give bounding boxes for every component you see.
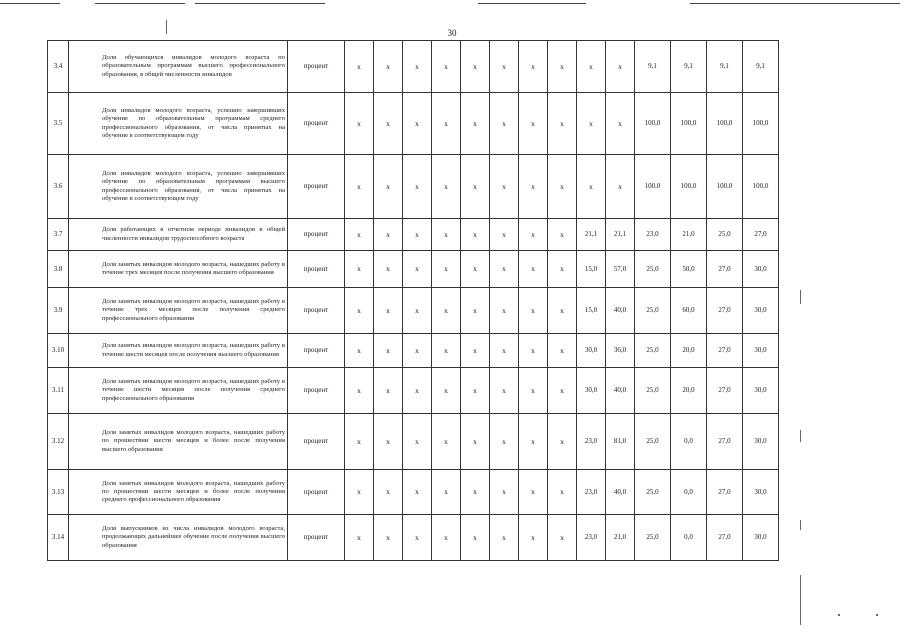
value-cell: х — [548, 334, 577, 368]
value-cell: х — [577, 155, 606, 219]
value-cell: х — [461, 288, 490, 334]
value-cell: х — [490, 219, 519, 251]
value-cell: х — [403, 515, 432, 561]
scan-line — [478, 3, 586, 4]
indicator-description: Доля инвалидов молодого возраста, успешно завершивших обучение по образовательным программам среднего профессионального образования, от числа принятых на обучение в соответствующем году — [69, 93, 288, 155]
unit-cell: процент — [288, 93, 345, 155]
unit-cell: процент — [288, 368, 345, 414]
value-cell: 27,0 — [707, 251, 743, 288]
value-cell: 27,0 — [707, 334, 743, 368]
value-cell: 15,0 — [577, 288, 606, 334]
indicator-description: Доля занятых инвалидов молодого возраста, нашедших работу в течение трех месяцев после получения высшего образования — [69, 251, 288, 288]
value-cell: х — [548, 515, 577, 561]
value-cell: 20,0 — [671, 334, 707, 368]
value-cell: х — [374, 41, 403, 93]
value-cell: х — [345, 251, 374, 288]
value-cell: х — [345, 41, 374, 93]
value-cell: 30,0 — [577, 368, 606, 414]
scan-line — [95, 3, 185, 4]
value-cell: х — [403, 470, 432, 515]
scan-line — [0, 3, 60, 4]
value-cell: 21,0 — [671, 219, 707, 251]
value-cell: х — [374, 368, 403, 414]
value-cell: х — [374, 288, 403, 334]
value-cell: х — [461, 414, 490, 470]
value-cell: 25,0 — [635, 251, 671, 288]
value-cell: х — [345, 93, 374, 155]
value-cell: х — [403, 251, 432, 288]
value-cell: х — [519, 219, 548, 251]
unit-cell: процент — [288, 288, 345, 334]
value-cell: 23,0 — [635, 219, 671, 251]
value-cell: х — [374, 515, 403, 561]
value-cell: 57,0 — [606, 251, 635, 288]
value-cell: 40,0 — [606, 368, 635, 414]
scan-mark — [800, 575, 801, 625]
value-cell: 30,0 — [743, 368, 779, 414]
value-cell: 100,0 — [635, 93, 671, 155]
value-cell: 20,0 — [671, 368, 707, 414]
value-cell: х — [461, 41, 490, 93]
indicator-description: Доля обучающихся инвалидов молодого возраста по образовательным программам высшего профессионального образования, в общей численности инвалидов — [69, 41, 288, 93]
value-cell: х — [432, 93, 461, 155]
value-cell: 30,0 — [743, 251, 779, 288]
value-cell: х — [432, 515, 461, 561]
row-number: 3.6 — [48, 155, 69, 219]
value-cell: 21,0 — [606, 515, 635, 561]
value-cell: х — [490, 288, 519, 334]
value-cell: х — [548, 155, 577, 219]
value-cell: х — [519, 288, 548, 334]
value-cell: х — [606, 155, 635, 219]
value-cell: 25,0 — [707, 219, 743, 251]
value-cell: х — [432, 470, 461, 515]
table-row — [48, 414, 779, 470]
value-cell: 50,0 — [671, 251, 707, 288]
indicator-description: Доля занятых инвалидов молодого возраста, нашедших работу по прошествии шести месяцев и более после получения высшего образования — [69, 414, 288, 470]
scan-mark — [838, 614, 840, 616]
value-cell: 9,1 — [707, 41, 743, 93]
value-cell: х — [548, 368, 577, 414]
value-cell: х — [374, 155, 403, 219]
table-row — [48, 251, 779, 288]
value-cell: х — [374, 334, 403, 368]
value-cell: 30,0 — [743, 515, 779, 561]
value-cell: 9,1 — [671, 41, 707, 93]
value-cell: 23,0 — [577, 470, 606, 515]
value-cell: х — [432, 219, 461, 251]
value-cell: х — [403, 368, 432, 414]
value-cell: 25,0 — [635, 334, 671, 368]
value-cell: 27,0 — [707, 470, 743, 515]
indicator-description: Доля инвалидов молодого возраста, успешно завершивших обучение по образовательным программам высшего профессионального образования, от числа принятых на обучение в соответствующем году — [69, 155, 288, 219]
value-cell: х — [519, 470, 548, 515]
value-cell: х — [374, 219, 403, 251]
value-cell: х — [461, 515, 490, 561]
value-cell: 100,0 — [707, 93, 743, 155]
value-cell: х — [403, 93, 432, 155]
scan-mark — [800, 520, 801, 530]
value-cell: 21,1 — [577, 219, 606, 251]
value-cell: 25,0 — [635, 368, 671, 414]
value-cell: х — [461, 470, 490, 515]
value-cell: 30,0 — [743, 470, 779, 515]
table-row — [48, 155, 779, 219]
value-cell: х — [345, 155, 374, 219]
table-row — [48, 515, 779, 561]
value-cell: х — [519, 155, 548, 219]
value-cell: х — [461, 334, 490, 368]
value-cell: х — [490, 515, 519, 561]
unit-cell: процент — [288, 470, 345, 515]
value-cell: 15,0 — [577, 251, 606, 288]
value-cell: х — [345, 368, 374, 414]
value-cell: х — [548, 93, 577, 155]
value-cell: х — [403, 219, 432, 251]
value-cell: 27,0 — [743, 219, 779, 251]
value-cell: 40,0 — [606, 288, 635, 334]
row-number: 3.10 — [48, 334, 69, 368]
value-cell: х — [403, 288, 432, 334]
row-number: 3.8 — [48, 251, 69, 288]
value-cell: 100,0 — [635, 155, 671, 219]
value-cell: 60,0 — [671, 288, 707, 334]
value-cell: х — [461, 251, 490, 288]
value-cell: х — [490, 368, 519, 414]
value-cell: 0,0 — [671, 414, 707, 470]
indicator-description: Доля занятых инвалидов молодого возраста, нашедших работу в течение шести месяцев после получения среднего профессионального образования — [69, 368, 288, 414]
row-number: 3.12 — [48, 414, 69, 470]
unit-cell: процент — [288, 41, 345, 93]
value-cell: 27,0 — [707, 515, 743, 561]
unit-cell: процент — [288, 251, 345, 288]
value-cell: х — [432, 334, 461, 368]
value-cell: х — [548, 288, 577, 334]
indicator-description: Доля занятых инвалидов молодого возраста, нашедших работу в течение шести месяцев после получения высшего образования — [69, 334, 288, 368]
page-number: 30 — [447, 28, 457, 38]
row-number: 3.4 — [48, 41, 69, 93]
value-cell: 30,0 — [743, 414, 779, 470]
indicators-table — [47, 40, 779, 561]
scan-mark — [800, 290, 801, 304]
value-cell: х — [374, 414, 403, 470]
value-cell: 9,1 — [635, 41, 671, 93]
value-cell: х — [548, 470, 577, 515]
scan-line — [690, 3, 900, 4]
row-number: 3.11 — [48, 368, 69, 414]
value-cell: х — [519, 515, 548, 561]
value-cell: 100,0 — [671, 155, 707, 219]
value-cell: 40,0 — [606, 470, 635, 515]
value-cell: х — [461, 368, 490, 414]
value-cell: х — [548, 219, 577, 251]
table-body — [48, 41, 779, 561]
unit-cell: процент — [288, 414, 345, 470]
value-cell: 27,0 — [707, 414, 743, 470]
row-number: 3.7 — [48, 219, 69, 251]
value-cell: 0,0 — [671, 470, 707, 515]
value-cell: 27,0 — [707, 288, 743, 334]
value-cell: 30,0 — [743, 288, 779, 334]
value-cell: 21,1 — [606, 219, 635, 251]
value-cell: х — [374, 251, 403, 288]
unit-cell: процент — [288, 334, 345, 368]
value-cell: х — [490, 93, 519, 155]
value-cell: х — [577, 93, 606, 155]
value-cell: х — [432, 251, 461, 288]
value-cell: 27,0 — [707, 368, 743, 414]
value-cell: х — [519, 93, 548, 155]
value-cell: х — [432, 414, 461, 470]
indicator-description: Доля выпускников из числа инвалидов молодого возраста, продолжающих дальнейшее обучение после получения высшего образования — [69, 515, 288, 561]
value-cell: 25,0 — [635, 288, 671, 334]
value-cell: х — [490, 414, 519, 470]
table-row — [48, 93, 779, 155]
value-cell: 25,0 — [635, 470, 671, 515]
value-cell: х — [403, 155, 432, 219]
value-cell: х — [432, 368, 461, 414]
value-cell: х — [461, 219, 490, 251]
value-cell: х — [548, 41, 577, 93]
value-cell: 23,0 — [577, 515, 606, 561]
indicator-description: Доля занятых инвалидов молодого возраста, нашедших работу по прошествии шести месяцев и более после получения среднего профессионального образования — [69, 470, 288, 515]
table-row — [48, 41, 779, 93]
value-cell: х — [519, 368, 548, 414]
scan-mark — [166, 20, 167, 34]
value-cell: х — [519, 334, 548, 368]
value-cell: х — [432, 41, 461, 93]
value-cell: х — [345, 470, 374, 515]
value-cell: х — [403, 334, 432, 368]
row-number: 3.13 — [48, 470, 69, 515]
value-cell: 25,0 — [635, 515, 671, 561]
table-row — [48, 470, 779, 515]
value-cell: х — [577, 41, 606, 93]
value-cell: х — [403, 414, 432, 470]
value-cell: 30,0 — [743, 334, 779, 368]
value-cell: х — [519, 251, 548, 288]
value-cell: х — [374, 470, 403, 515]
value-cell: х — [606, 93, 635, 155]
row-number: 3.14 — [48, 515, 69, 561]
unit-cell: процент — [288, 219, 345, 251]
value-cell: 36,0 — [606, 334, 635, 368]
unit-cell: процент — [288, 155, 345, 219]
value-cell: 81,0 — [606, 414, 635, 470]
indicator-description: Доля работающих в отчетном периоде инвалидов в общей численности инвалидов трудоспособного возраста — [69, 219, 288, 251]
value-cell: 25,0 — [635, 414, 671, 470]
table-row — [48, 219, 779, 251]
value-cell: х — [345, 334, 374, 368]
value-cell: х — [461, 155, 490, 219]
value-cell: х — [374, 93, 403, 155]
scan-mark — [876, 614, 878, 616]
value-cell: х — [490, 41, 519, 93]
value-cell: х — [345, 219, 374, 251]
value-cell: 100,0 — [743, 155, 779, 219]
value-cell: 9,1 — [743, 41, 779, 93]
value-cell: 100,0 — [743, 93, 779, 155]
row-number: 3.5 — [48, 93, 69, 155]
value-cell: х — [606, 41, 635, 93]
table-row — [48, 288, 779, 334]
value-cell: 30,0 — [577, 334, 606, 368]
value-cell: 100,0 — [671, 93, 707, 155]
value-cell: х — [461, 93, 490, 155]
scan-line — [195, 3, 325, 4]
value-cell: 23,0 — [577, 414, 606, 470]
value-cell: х — [432, 155, 461, 219]
value-cell: х — [519, 414, 548, 470]
value-cell: х — [345, 288, 374, 334]
value-cell: х — [345, 414, 374, 470]
value-cell: х — [345, 515, 374, 561]
value-cell: х — [519, 41, 548, 93]
value-cell: х — [490, 155, 519, 219]
value-cell: 100,0 — [707, 155, 743, 219]
value-cell: х — [490, 251, 519, 288]
unit-cell: процент — [288, 515, 345, 561]
value-cell: х — [548, 414, 577, 470]
indicator-description: Доля занятых инвалидов молодого возраста, нашедших работу в течение трех месяцев после получения среднего профессионального образования — [69, 288, 288, 334]
scan-mark — [800, 430, 801, 442]
row-number: 3.9 — [48, 288, 69, 334]
value-cell: х — [490, 334, 519, 368]
value-cell: х — [432, 288, 461, 334]
value-cell: х — [403, 41, 432, 93]
table-row — [48, 368, 779, 414]
value-cell: х — [548, 251, 577, 288]
value-cell: х — [490, 470, 519, 515]
value-cell: 0,0 — [671, 515, 707, 561]
table-row — [48, 334, 779, 368]
